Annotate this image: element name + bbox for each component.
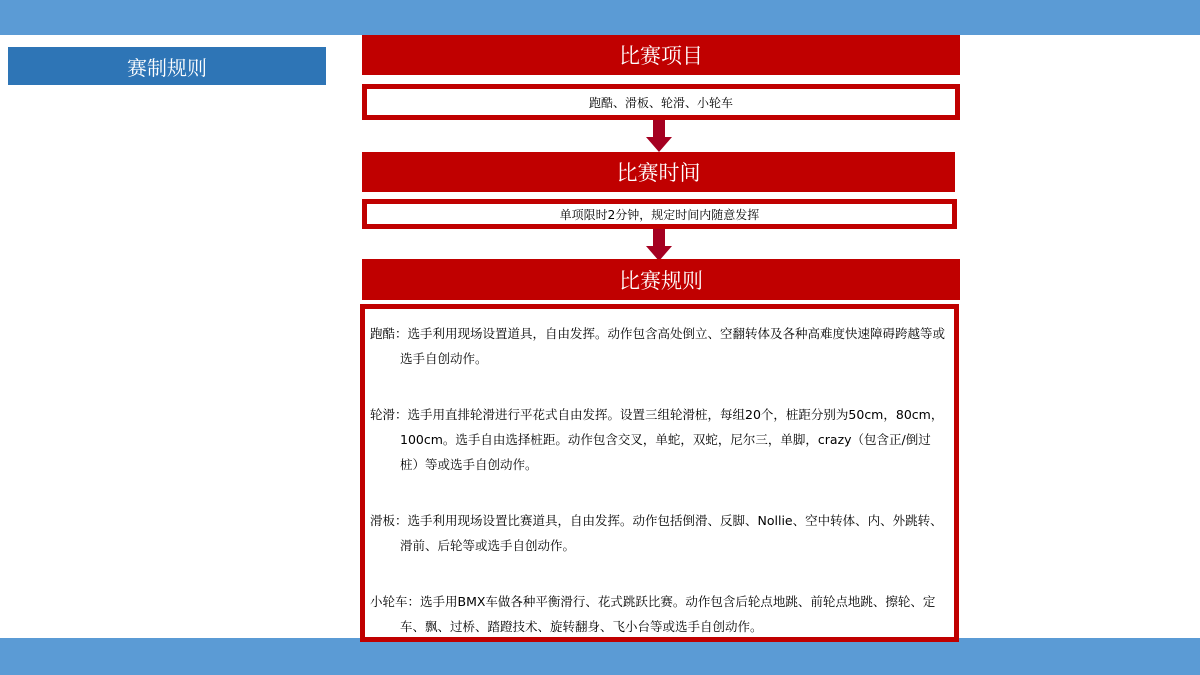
down-arrow-icon	[646, 229, 672, 261]
rule-inline-skating: 轮滑：选手用直排轮滑进行平花式自由发挥。设置三组轮滑桩，每组20个，桩距分别为50cm，80cm，100cm。选手自由选择桩距。动作包含交叉，单蛇，双蛇，尼尔三，单脚，crazy（包含正/倒过桩）等或选手自创动作。	[370, 407, 944, 472]
bottom-banner	[0, 638, 1200, 675]
time-content: 单项限时2分钟，规定时间内随意发挥	[362, 199, 957, 229]
rules-content	[360, 304, 959, 642]
down-arrow-icon	[646, 120, 672, 152]
top-banner	[0, 0, 1200, 35]
time-header: 比赛时间	[362, 152, 955, 192]
rule-parkour: 跑酷：选手利用现场设置道具，自由发挥。动作包含高处倒立、空翻转体及各种高难度快速障碍跨越等或选手自创动作。	[370, 326, 946, 366]
section-title: 赛制规则	[8, 47, 326, 85]
rule-bmx: 小轮车：选手用BMX车做各种平衡滑行、花式跳跃比赛。动作包含后轮点地跳、前轮点地跳、擦轮、定车、飘、过桥、踏蹬技术、旋转翻身、飞小台等或选手自创动作。	[370, 594, 936, 634]
events-content: 跑酷、滑板、轮滑、小轮车	[362, 84, 960, 120]
rule-skateboard: 滑板：选手利用现场设置比赛道具，自由发挥。动作包括倒滑、反脚、Nollie、空中转体、内、外跳转、滑前、后轮等或选手自创动作。	[370, 513, 943, 553]
events-header: 比赛项目	[362, 35, 960, 75]
rules-header: 比赛规则	[362, 259, 960, 300]
